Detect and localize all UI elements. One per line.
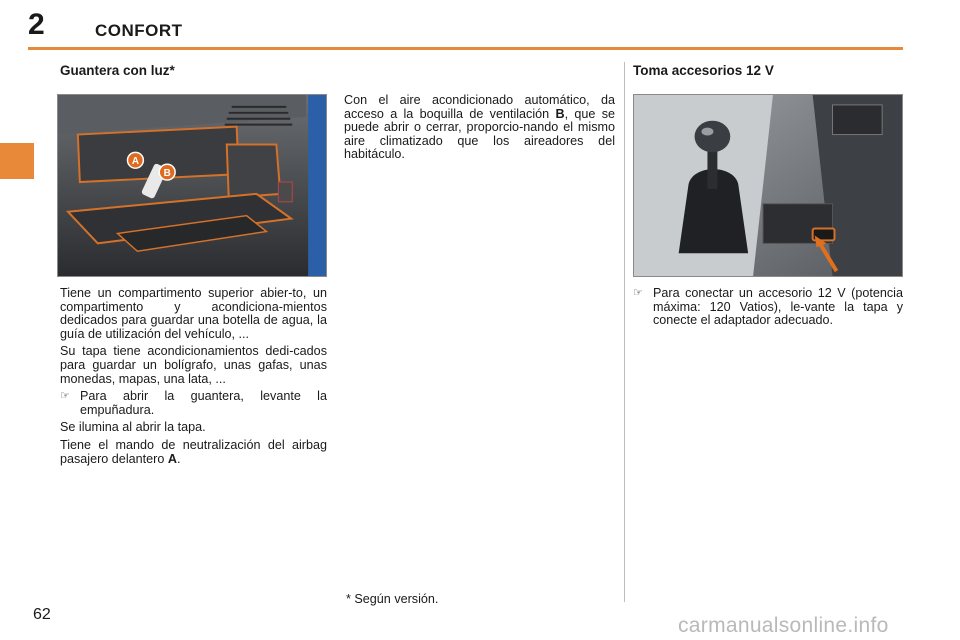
glovebox-p4-end: .: [176, 451, 181, 466]
socket-description: [633, 287, 903, 332]
accessory-socket-photo: [633, 94, 903, 277]
section-title-glovebox: Guantera con luz*: [60, 63, 175, 78]
socket-bullet: [633, 287, 903, 328]
chapter-side-tab: [0, 143, 34, 179]
label-a: A: [131, 156, 140, 168]
ref-a: A: [167, 451, 177, 466]
air-vent-text-after: , que se puede abrir o cerrar, proporcio-nando el mismo aire climatizado que los aireadores del habitáculo.: [344, 106, 615, 162]
glovebox-paragraph-1: Tiene un compartimento superior abier-to, un compartimento y acondiciona-mientos dedicados para guardar una botella de agua, la guía de utilización del vehículo, ...: [60, 286, 327, 341]
glovebox-bullet: [60, 390, 327, 417]
air-vent-paragraph: [344, 94, 615, 162]
glovebox-photo: [57, 94, 327, 277]
footnote: * Según versión.: [346, 592, 439, 606]
ref-b: B: [555, 106, 565, 121]
air-vent-text-before: Con el aire acondicionado automático, da acceso a la boquilla de ventilación: [344, 93, 615, 121]
glovebox-paragraph-3: Se ilumina al abrir la tapa.: [60, 420, 206, 435]
glovebox-description: [60, 287, 327, 470]
pointing-hand-icon: ☞: [60, 390, 70, 403]
air-vent-description: [344, 94, 615, 166]
label-b: B: [163, 168, 171, 180]
glovebox-paragraph-2: Su tapa tiene acondicionamientos dedi-cados para guardar un bolígrafo, unas gafas, unas monedas, mapas, una lata, ...: [60, 344, 327, 386]
watermark: carmanualsonline.info: [678, 614, 889, 637]
page-number: 62: [33, 606, 51, 623]
glovebox-bullet-text: Para abrir la guantera, levante la empuñadura.: [80, 389, 327, 417]
glovebox-p4-text: Tiene el mando de neutralización del airbag pasajero delantero: [60, 437, 327, 466]
pointing-hand-icon: ☞: [633, 287, 643, 299]
socket-bullet-text: Para conectar un accesorio 12 V (potencia máxima: 120 Vatios), le-vante la tapa y conecte el adaptador adecuado.: [653, 286, 903, 328]
section-title-12v-socket: Toma accesorios 12 V: [633, 63, 774, 78]
chapter-number: 2: [28, 8, 45, 41]
glovebox-paragraph-4: [60, 439, 327, 466]
column-divider: [624, 62, 625, 602]
chapter-title: CONFORT: [95, 21, 183, 40]
header-rule: [28, 47, 903, 50]
